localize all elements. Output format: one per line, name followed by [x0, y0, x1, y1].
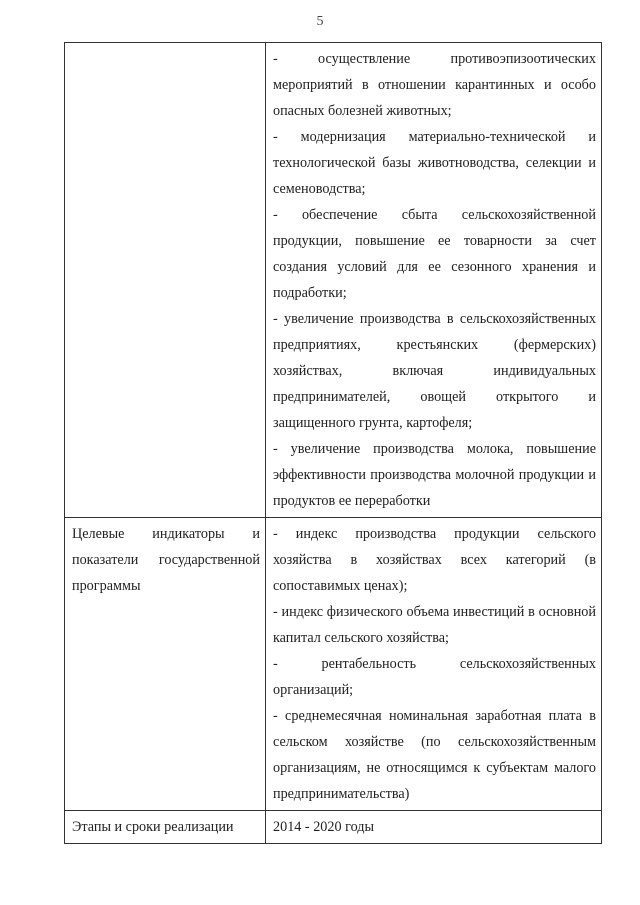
- list-item: - увеличение производства в сельскохозяйственных предприятиях, крестьянских (фермерских) хозяйствах, включая индивидуальных предпринимателей, овощей открытого и защищенного грунта, картофеля;: [273, 311, 596, 431]
- table-row: [65, 811, 602, 844]
- list-item: - рентабельность сельскохозяйственных организаций;: [273, 656, 596, 698]
- content-cell: [266, 43, 602, 518]
- program-passport-table: [64, 42, 602, 844]
- list-item: - обеспечение сбыта сельскохозяйственной продукции, повышение ее товарности за счет создания условий для ее сезонного хранения и подработки;: [273, 207, 596, 301]
- label-cell: [65, 43, 266, 518]
- list-item: - индекс производства продукции сельского хозяйства в хозяйствах всех категорий (в сопоставимых ценах);: [273, 526, 596, 594]
- list-item: - среднемесячная номинальная заработная плата в сельском хозяйстве (по сельскохозяйственным организациям, не относящимся к субъектам малого предпринимательства): [273, 708, 596, 802]
- list-item: - модернизация материально-технической и технологической базы животноводства, селекции и семеноводства;: [273, 129, 596, 197]
- list-item: - осуществление противоэпизоотических мероприятий в отношении карантинных и особо опасных болезней животных;: [273, 51, 596, 119]
- content-cell: [266, 811, 602, 844]
- table-row: [65, 518, 602, 811]
- content-cell: [266, 518, 602, 811]
- list-item: - индекс физического объема инвестиций в основной капитал сельского хозяйства;: [273, 604, 596, 646]
- list-item: 2014 - 2020 годы: [273, 819, 375, 835]
- list-item: - увеличение производства молока, повышение эффективности производства молочной продукции и продуктов ее переработки: [273, 441, 596, 509]
- page-number: 5: [316, 14, 324, 29]
- label-cell: [65, 811, 266, 844]
- row-label: Этапы и сроки реализации: [72, 819, 234, 835]
- label-cell: [65, 518, 266, 811]
- row-label: Целевые индикаторы и показатели государственной программы: [72, 526, 260, 594]
- table-row: [65, 43, 602, 518]
